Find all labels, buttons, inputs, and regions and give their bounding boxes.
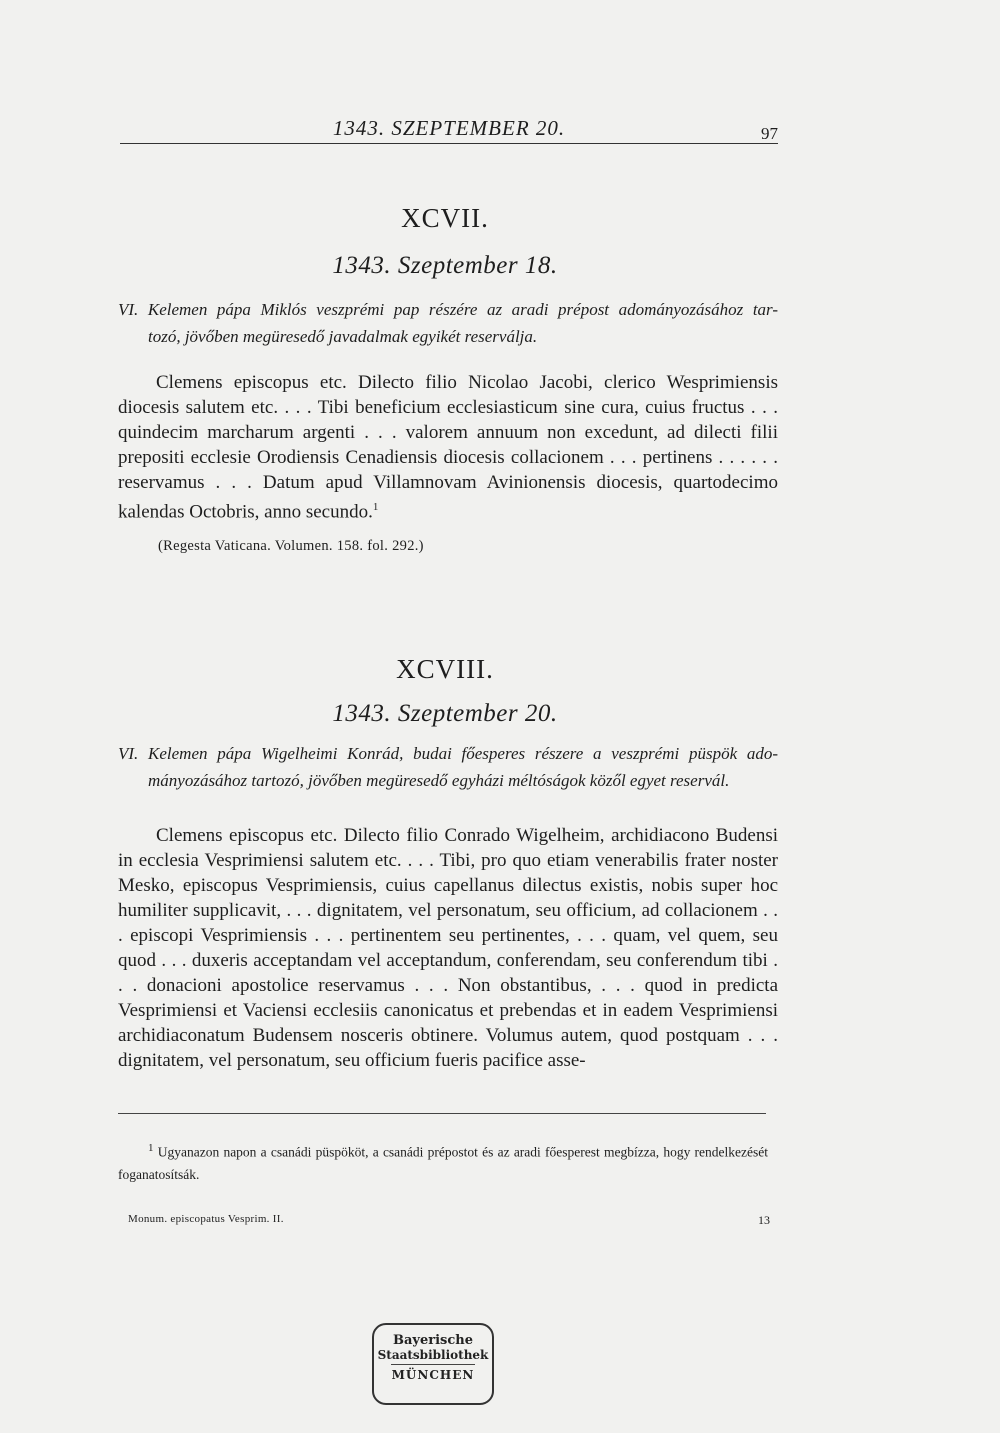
running-head-rule bbox=[120, 143, 778, 144]
doc1-text-body: Clemens episcopus etc. Dilecto filio Nicolao Jacobi, clerico Wesprimiensis diocesis salutem etc. . . . Tibi beneficium ecclesiasticum sine cura, cuius fructus . . . quindecim marcharum argenti . . . valorem annuum non excedunt, ad dilecti filii prepositi ecclesie Orodiensis Cenadiensis diocesis collacionem . . . pertinens . . . . . . reservamus . . . Datum apud Villamnovam Avinionensis diocesis, quartodecimo kalendas Octobris, anno secundo. bbox=[118, 372, 778, 523]
footnote-text: Ugyanazon napon a csanádi püspököt, a csanádi prépostot és az aradi főesperest megbízza, hogy rendelkezését foganatosítsák. bbox=[118, 1144, 769, 1182]
doc2-numeral: XCVIII. bbox=[396, 654, 494, 684]
running-head bbox=[120, 112, 778, 142]
doc2-regest-line2: mányozásához tartozó, jövőben megüresedő egyházi méltóságok közől egyet reservál. bbox=[148, 771, 730, 790]
library-stamp bbox=[372, 1323, 494, 1405]
doc1-numeral: XCVII. bbox=[401, 203, 489, 233]
doc1-footnote-mark: 1 bbox=[372, 501, 379, 513]
footnote-rule bbox=[118, 1113, 766, 1114]
footnote-mark: 1 bbox=[148, 1142, 154, 1154]
doc1-text bbox=[118, 370, 778, 524]
doc1-regest-line1: VI. Kelemen pápa Miklós veszprémi pap részére az aradi prépost adományozásához tar- bbox=[118, 300, 778, 319]
signature-line: Monum. episcopatus Vesprim. II. bbox=[128, 1213, 284, 1225]
signature-number: 13 bbox=[758, 1213, 770, 1227]
page-number: 97 bbox=[761, 124, 778, 143]
running-head-title: 1343. SZEPTEMBER 20. bbox=[332, 116, 566, 140]
doc2-text-body: Clemens episcopus etc. Dilecto filio Conrado Wigelheim, archidiacono Budensi in ecclesia Vesprimiensi salutem etc. . . . Tibi, pro quo etiam venerabilis frater noster Mesko, episcopus Vesprimiensis, cuius capellanus dilectus existis, nobis super hoc humiliter supplicavit, . . . dignitatem, vel personatum, seu officium, ad collacionem . . . episcopi Vesprimiensis . . . pertinentem seu pertinentes, . . . quam, vel quem, seu quod . . . duxeris acceptandam vel acceptandum, conferendam, seu conferendum tibi . . . donacioni apostolice reservamus . . . Non obstantibus, . . . quod in predicta Vesprimiensi et Vaciensi ecclesiis canonicatus et prebendas et in eadem Vesprimiensi archidiaconatum Budensem nosceris obtinere. Volumus autem, quod postquam . . . dignitatem, vel personatum, seu officium fueris pacifice asse- bbox=[118, 825, 778, 1071]
doc2-date: 1343. Szeptember 20. bbox=[332, 700, 558, 727]
doc2-regest-line1: VI. Kelemen pápa Wigelheimi Konrád, budai főesperes részere a veszprémi püspök ado- bbox=[118, 744, 778, 763]
stamp-line3: MÜNCHEN bbox=[391, 1368, 475, 1382]
doc1-date: 1343. Szeptember 18. bbox=[332, 252, 558, 279]
doc1-source: (Regesta Vaticana. Volumen. 158. fol. 292.) bbox=[158, 538, 424, 554]
doc1-regest-line2: tozó, jövőben megüresedő javadalmak egyikét reserválja. bbox=[148, 327, 538, 346]
doc1-regest bbox=[118, 296, 778, 350]
stamp-line1: Bayerische bbox=[393, 1333, 473, 1348]
doc2-regest bbox=[118, 740, 778, 794]
stamp-line2: Staatsbibliothek bbox=[377, 1348, 489, 1362]
footnote bbox=[118, 1137, 768, 1186]
doc2-text bbox=[118, 823, 778, 1073]
